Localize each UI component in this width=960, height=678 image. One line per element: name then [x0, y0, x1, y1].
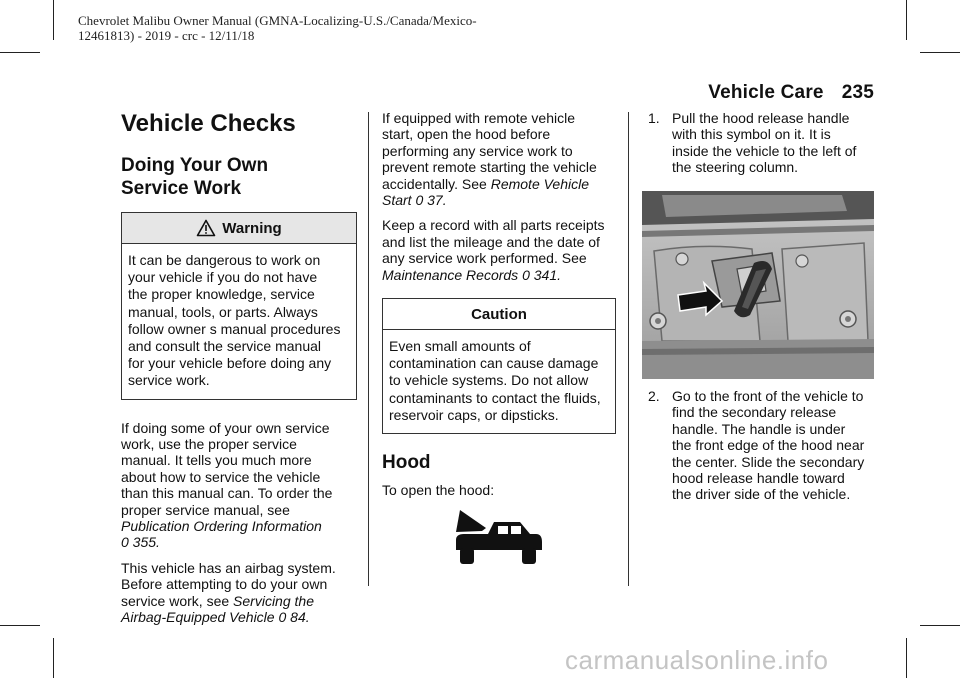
text-line: Go to the front of the vehicle to: [672, 388, 864, 404]
link-remote-vehicle-start-cont[interactable]: Start: [382, 192, 412, 209]
warning-box: [121, 212, 357, 400]
subtitle-line: Doing Your Own: [121, 155, 269, 176]
link-maintenance-records[interactable]: Maintenance Records: [382, 266, 519, 283]
text-line: the front edge of the hood near: [672, 437, 865, 454]
page-ref[interactable]: 0 84.: [274, 609, 310, 626]
running-header: [78, 13, 477, 43]
step-number: 1.: [648, 110, 660, 126]
text-line: proper service manual, see: [121, 501, 290, 518]
text-line: accidentally. See: [382, 175, 491, 192]
column-3-lower: [642, 388, 878, 503]
section-subtitle: [121, 154, 357, 200]
caution-text: [383, 330, 615, 433]
text-line: Keep a record with all parts receipts: [382, 217, 605, 234]
text-line: Pull the hood release handle: [672, 110, 850, 126]
crop-mark: [920, 625, 960, 626]
text-line: prevent remote starting the vehicle: [382, 159, 597, 176]
text-line: inside the vehicle to the left of: [672, 142, 857, 159]
warning-line: and consult the service manual: [128, 338, 321, 355]
column-2: [382, 110, 616, 498]
text-line: performing any service work to: [382, 142, 573, 159]
hood-release-icon: [450, 504, 544, 566]
text-line: handle. The handle is under: [672, 420, 846, 437]
page-number: 235: [841, 82, 874, 103]
column-3: [642, 110, 878, 176]
warning-line: service work.: [128, 372, 210, 389]
paragraph-service-manual: [121, 420, 357, 551]
text-line: start, open the hood before: [382, 126, 551, 143]
paragraph-records: [382, 217, 616, 283]
text-line: This vehicle has an airbag system.: [121, 559, 336, 576]
text-line: with this symbol on it. It is: [672, 126, 831, 143]
page-title: Vehicle Checks: [121, 110, 296, 137]
running-header-line2: 12461813) - 2019 - crc - 12/11/18: [78, 28, 255, 43]
caution-header: [383, 299, 615, 330]
text-line: If doing some of your own service: [121, 419, 330, 436]
crop-mark: [906, 0, 907, 40]
text-line: find the secondary release: [672, 404, 837, 421]
caution-box: [382, 298, 616, 434]
text-line: work, use the proper service: [121, 436, 297, 453]
text-line: service work, see: [121, 592, 234, 609]
section-title: Vehicle Care: [708, 82, 824, 103]
text-line: the center. Slide the secondary: [672, 453, 865, 470]
text-line: than this manual can. To order the: [121, 485, 333, 502]
warning-line: follow owner s manual procedures: [128, 320, 341, 337]
caution-line: contaminants to contact the fluids,: [389, 389, 601, 406]
caution-line: Even small amounts of: [389, 338, 531, 355]
warning-line: for your vehicle before doing any: [128, 355, 332, 372]
warning-header: [122, 213, 356, 244]
page-ref[interactable]: 0 355.: [121, 534, 160, 551]
text-line: about how to service the vehicle: [121, 468, 321, 485]
text-line: hood release handle toward: [672, 470, 845, 487]
crop-mark: [920, 52, 960, 53]
warning-icon: [196, 219, 216, 237]
hood-release-photo: [642, 191, 874, 379]
crop-mark: [0, 625, 40, 626]
page-ref[interactable]: 0 37.: [411, 192, 447, 209]
caution-label: Caution: [471, 305, 527, 323]
text-line: and list the mileage and the date of: [382, 233, 600, 250]
link-publication-ordering[interactable]: Publication Ordering Information: [121, 518, 322, 535]
caution-line: contamination can cause damage: [389, 355, 599, 372]
text-line: the driver side of the vehicle.: [672, 486, 851, 503]
page-ref[interactable]: 0 341.: [518, 266, 562, 283]
warning-line: the proper knowledge, service: [128, 286, 315, 303]
text-line: any service work performed. See: [382, 250, 587, 267]
hood-heading: Hood: [382, 452, 431, 474]
text-line: Before attempting to do your own: [121, 576, 328, 593]
paragraph-remote-start: [382, 110, 616, 208]
running-header-line1: Chevrolet Malibu Owner Manual (GMNA-Localizing-U.S./Canada/Mexico-: [78, 13, 477, 28]
paragraph-airbag: [121, 560, 357, 626]
caution-line: reservoir caps, or dipsticks.: [389, 406, 559, 423]
crop-mark: [906, 638, 907, 678]
text-line: the steering column.: [672, 159, 799, 176]
column-divider: [628, 112, 629, 586]
warning-text: [122, 244, 356, 399]
link-servicing-airbag-cont[interactable]: Airbag-Equipped Vehicle: [121, 609, 275, 626]
watermark: carmanualsonline.info: [565, 645, 829, 675]
step-2: [642, 388, 878, 503]
link-servicing-airbag[interactable]: Servicing the: [233, 592, 314, 609]
text-line: If equipped with remote vehicle: [382, 110, 575, 126]
column-divider: [368, 112, 369, 586]
crop-mark: [53, 638, 54, 678]
column-1: [121, 110, 357, 626]
warning-label: Warning: [222, 219, 282, 237]
text-line: manual. It tells you much more: [121, 452, 312, 469]
step-list: [642, 388, 878, 503]
page-header: [708, 82, 874, 104]
step-number: 2.: [648, 388, 660, 404]
warning-line: your vehicle if you do not have: [128, 269, 318, 286]
link-remote-vehicle-start[interactable]: Remote Vehicle: [490, 175, 590, 192]
crop-mark: [0, 52, 40, 53]
hood-intro: To open the hood:: [382, 482, 495, 499]
subtitle-line: Service Work: [121, 178, 242, 199]
step-1: [642, 110, 878, 176]
step-list: [642, 110, 878, 176]
crop-mark: [53, 0, 54, 40]
caution-line: to vehicle systems. Do not allow: [389, 372, 589, 389]
warning-line: It can be dangerous to work on: [128, 252, 321, 268]
warning-line: manual, tools, or parts. Always: [128, 303, 318, 320]
